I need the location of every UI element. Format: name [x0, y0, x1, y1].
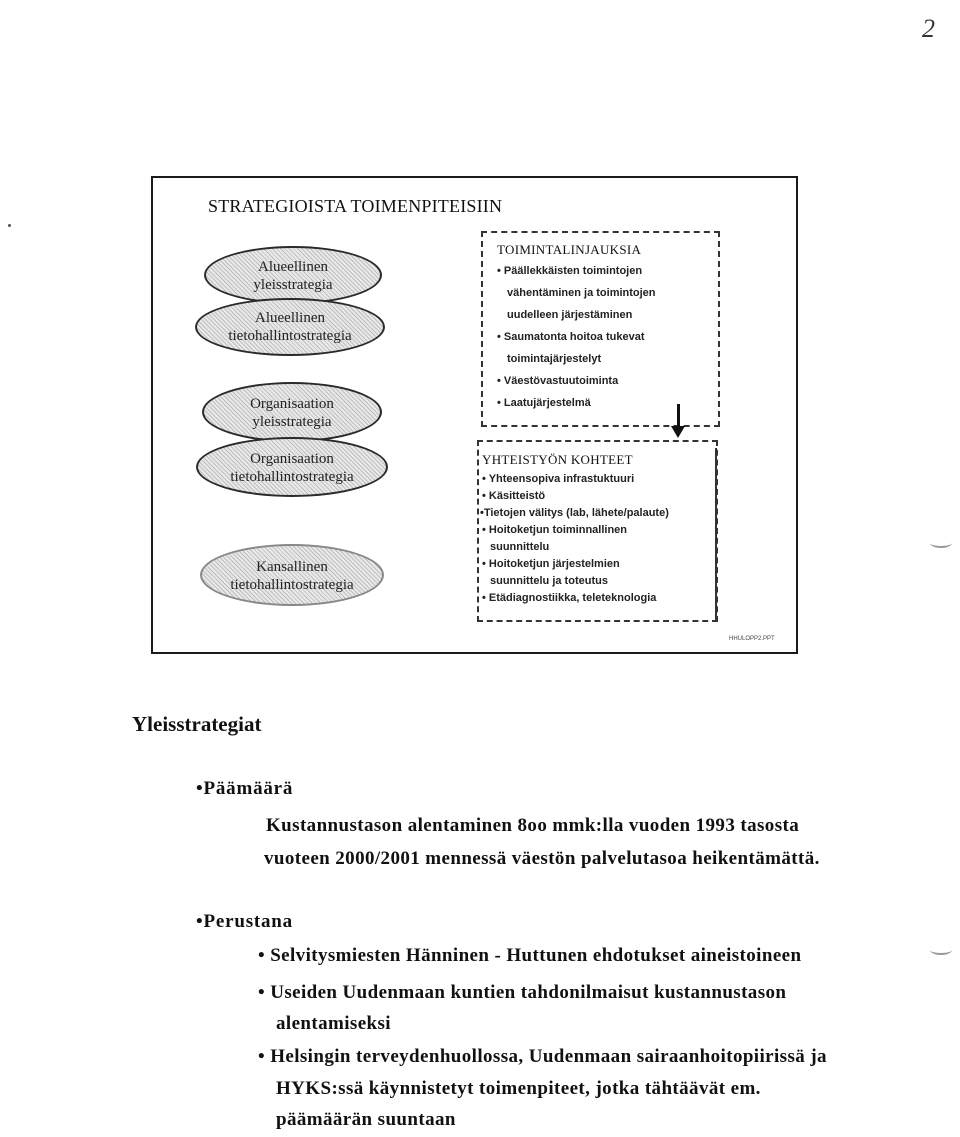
ellipse-line: tietohallintostrategia — [228, 328, 352, 344]
cooperation-line: •Tietojen välitys (lab, lähete/palaute) — [480, 507, 669, 519]
cooperation-line: • Etädiagnostiikka, teleteknologia — [482, 592, 657, 604]
basis-label: •Perustana — [196, 911, 293, 932]
ellipse-line: Organisaation — [250, 451, 334, 467]
ellipse-line: Alueellinen — [258, 259, 328, 275]
ellipse-organisation-general-strategy — [202, 382, 382, 442]
ellipse-line: tietohallintostrategia — [230, 469, 354, 485]
basis-text-line: päämäärän suuntaan — [276, 1109, 456, 1130]
ellipse-organisation-it-strategy — [196, 437, 388, 497]
cooperation-line: • Käsitteistö — [482, 490, 546, 502]
ellipse-line: tietohallintostrategia — [230, 577, 354, 593]
cooperation-box-title: YHTEISTYÖN KOHTEET — [482, 452, 633, 467]
cooperation-line: • Yhteensopiva infrastuktuuri — [482, 473, 635, 485]
policy-line: • Väestövastuutoiminta — [497, 375, 619, 387]
basis-text-line: • Helsingin terveydenhuollossa, Uudenmaan sairaanhoitopiirissä ja — [258, 1046, 827, 1067]
basis-text-line: HYKS:ssä käynnistetyt toimenpiteet, jotka tähtäävät em. — [276, 1078, 761, 1099]
slide-title: STRATEGIOISTA TOIMENPITEISIIN — [208, 196, 503, 216]
slide-file-code: HHULOPP2.PPT — [729, 636, 775, 642]
cooperation-line: suunnittelu ja toteutus — [490, 575, 608, 587]
ellipse-line: yleisstrategia — [253, 277, 333, 293]
section-heading: Yleisstrategiat — [132, 712, 262, 736]
policy-line: • Saumatonta hoitoa tukevat — [497, 331, 645, 343]
connector-line — [715, 448, 717, 620]
goal-text-line: Kustannustason alentaminen 8oo mmk:lla vuoden 1993 tasosta — [266, 815, 800, 836]
policy-line: toimintajärjestelyt — [507, 353, 602, 365]
ellipse-line: Alueellinen — [255, 310, 325, 326]
margin-mark — [930, 945, 952, 955]
policy-line: vähentäminen ja toimintojen — [507, 287, 656, 299]
policy-line: uudelleen järjestäminen — [507, 309, 633, 321]
ellipse-line: yleisstrategia — [252, 414, 332, 430]
cooperation-line: suunnittelu — [490, 541, 550, 553]
ellipse-regional-general-strategy — [204, 246, 382, 304]
cooperation-line: • Hoitoketjun toiminnallinen — [482, 524, 628, 536]
page-number-mark: 2 — [922, 14, 935, 43]
ellipse-national-it-strategy — [200, 544, 384, 606]
cooperation-line: • Hoitoketjun järjestelmien — [482, 558, 620, 570]
goal-text-line: vuoteen 2000/2001 mennessä väestön palvelutasoa heikentämättä. — [264, 848, 820, 869]
ellipse-regional-it-strategy — [195, 298, 385, 356]
policy-line: • Päällekkäisten toimintojen — [497, 265, 643, 277]
scan-dot — [8, 224, 11, 227]
ellipse-line: Kansallinen — [256, 559, 328, 575]
margin-mark — [930, 538, 952, 548]
ellipse-line: Organisaation — [250, 396, 334, 412]
basis-text-line: alentamiseksi — [276, 1013, 391, 1034]
down-arrow-icon — [671, 426, 685, 438]
policy-line: • Laatujärjestelmä — [497, 397, 591, 409]
policy-box-title: TOIMINTALINJAUKSIA — [497, 242, 642, 257]
goal-label: •Päämäärä — [196, 778, 294, 799]
basis-text-line: • Selvitysmiesten Hänninen - Huttunen ehdotukset aineistoineen — [258, 945, 802, 966]
down-arrow-shaft — [677, 404, 680, 428]
basis-text-line: • Useiden Uudenmaan kuntien tahdonilmaisut kustannustason — [258, 982, 787, 1003]
